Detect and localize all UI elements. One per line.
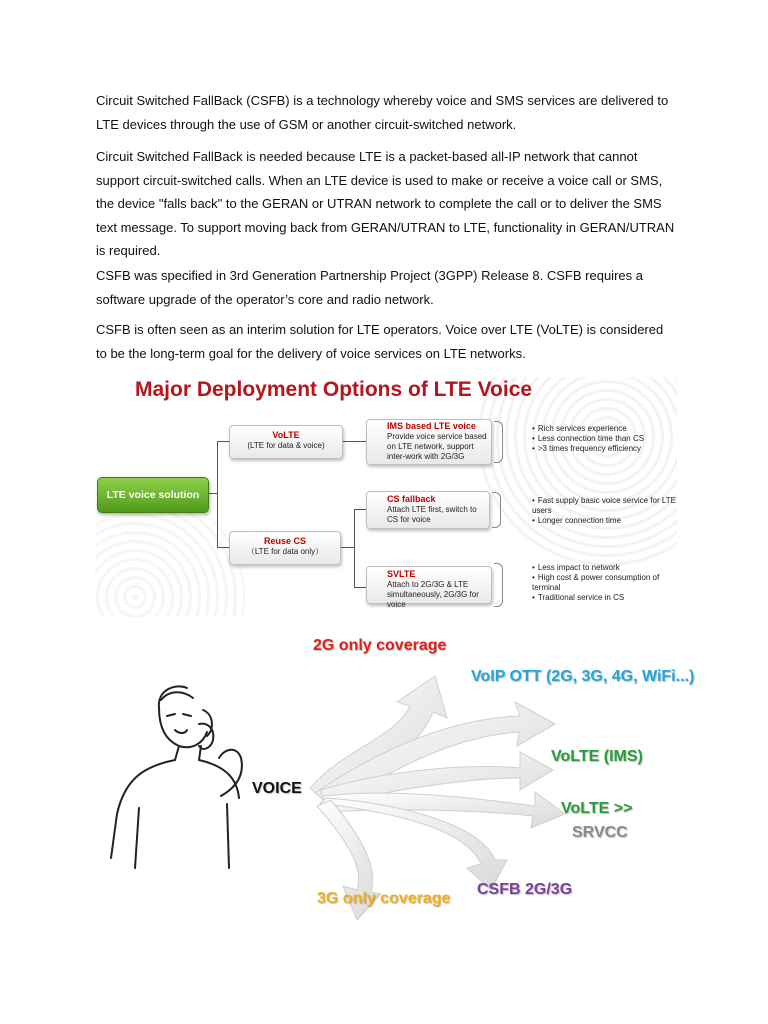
bracket [492,492,501,528]
connector-line [342,441,366,442]
ims-lte-voice-box [366,419,492,465]
label-volte-srvcc-line2: SRVCC [572,824,628,841]
ims-bullets [532,424,677,454]
reuse-cs-subtitle: （LTE for data only） [246,547,324,556]
connector-line [217,441,218,547]
reuse-cs-box [229,531,341,565]
svlte-bullets [532,563,677,603]
bullet-item: • Less connection time than CS [532,434,677,444]
ims-description: Provide voice service based on LTE network, support inter-work with 2G/3G [387,432,487,461]
connector-line [217,441,229,442]
voice-options-figure [95,628,695,938]
csfb-title: CS fallback [387,494,436,504]
paragraph-csfb-interim: CSFB is often seen as an interim solution for LTE operators. Voice over LTE (VoLTE) is considered to be the long-term goal for the delivery of voice services on LTE networks. [96,322,664,361]
bracket [494,421,503,463]
connector-line [340,547,354,548]
bullet-item: • Longer connection time [532,516,677,526]
bullet-item: • High cost & power consumption of terminal [532,573,677,593]
reuse-cs-title: Reuse CS [263,536,307,546]
bullet-item: • Less impact to network [532,563,677,573]
bullet-item: • Traditional service in CS [532,593,677,603]
bullet-item: • Rich services experience [532,424,677,434]
volte-subtitle: (LTE for data & voice) [247,441,325,450]
label-2g-only-coverage: 2G only coverage [313,637,447,654]
label-3g-only-coverage: 3G only coverage [317,890,451,907]
paragraph-csfb-3gpp: CSFB was specified in 3rd Generation Partnership Project (3GPP) Release 8. CSFB requires a software upgrade of the operator’s core and radio network. [96,268,643,307]
connector-line [354,509,355,587]
label-csfb-2g-3g: CSFB 2G/3G [477,881,573,898]
connector-line [354,587,366,588]
person-on-phone-illustration [111,686,242,868]
connector-line [217,547,229,548]
volte-title: VoLTE [272,430,300,440]
label-voip-ott: VoIP OTT (2G, 3G, 4G, WiFi...) [471,668,695,685]
figure-title: Major Deployment Options of LTE Voice [135,378,533,401]
bullet-item: • >3 times frequency efficiency [532,444,677,454]
label-volte-ims: VoLTE (IMS) [551,748,643,765]
paragraph-csfb-need: Circuit Switched FallBack is needed because LTE is a packet-based all-IP network that cannot support circuit-switched calls. When an LTE device is used to make or receive a voice call or SMS, the device "falls back" to the GERAN or UTRAN network to complete the call or to deliver the SMS text message. To support moving back from GERAN/UTRAN to LTE, functionality in GERAN/UTRAN is required. [96,149,675,258]
svlte-box [366,566,492,609]
bullet-item: • Fast supply basic voice service for LTE users [532,496,677,516]
decorative-rings [477,377,677,567]
svlte-description: Attach to 2G/3G & LTE simultaneously, 2G/3G for voice [387,580,479,609]
paragraph-csfb-definition: Circuit Switched FallBack (CSFB) is a technology whereby voice and SMS services are delivered to LTE devices through the use of GSM or another circuit-switched network. [96,93,669,132]
bracket [494,563,503,607]
csfb-description: Attach LTE first, switch to CS for voice [387,505,477,524]
label-volte-srvcc-line1: VoLTE >> [561,800,633,817]
csfb-bullets [532,496,677,526]
deployment-options-figure [95,377,677,617]
voice-label: VOICE [252,780,302,797]
ims-title: IMS based LTE voice [387,421,476,431]
cs-fallback-box [366,491,490,529]
connector-line [354,509,366,510]
volte-box [229,425,343,459]
svlte-title: SVLTE [387,569,416,579]
lte-voice-solution-box: LTE voice solution [97,477,209,513]
